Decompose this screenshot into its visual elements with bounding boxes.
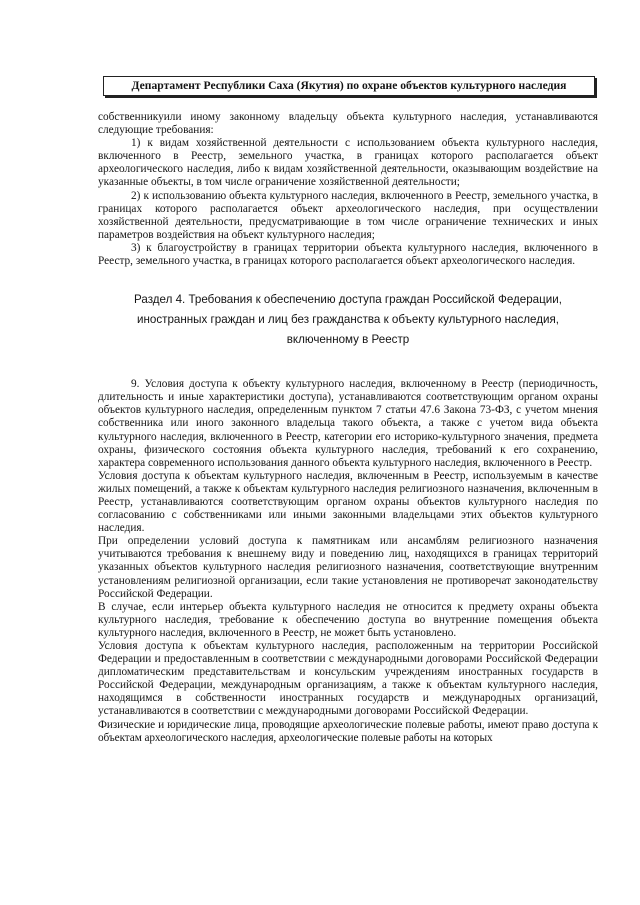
intro-paragraph: собственникуили иному законному владельцу объекта культурного наследия, устанавливаются следующие требования: <box>98 111 598 137</box>
paragraph-foreign-states: Условия доступа к объектам культурного наследия, расположенным на территории Российской Федерации и предоставленным в соответствии с международными договорами Российской Федерации дипломатическим представительствам и консульским учреждениям иностранных государств в Российской Федерации, международным организациям, а также к объектам культурного наследия, находящимся в собственности иностранных государств и международных организаций, устанавливаются в соответствии с международными договорами Российской Федерации. <box>98 640 598 718</box>
department-title: Департамент Республики Саха (Якутия) по охране объектов культурного наследия <box>131 79 567 92</box>
paragraph-9: 9. Условия доступа к объекту культурного наследия, включенному в Реестр (периодичность, длительность и иные характеристики доступа), устанавливаются соответствующим органом охраны объектов культурного наследия, определенным пунктом 7 статьи 47.6 Закона 73-ФЗ, с учетом мнения собственника или иного законного владельца такого объекта, а также с учетом вида объекта культурного наследия, включенного в Реестр, категории его историко-культурного значения, предмета охраны, физического состояния объекта культурного наследия, требований к его сохранению, характера современного использования данного объекта культурного наследия, включенного в Реестр. <box>98 378 598 469</box>
paragraph-archaeology: Физические и юридические лица, проводящие археологические полевые работы, имеют право доступа к объектам археологического наследия, археологические полевые работы на которых <box>98 718 598 744</box>
requirement-item-1: 1) к видам хозяйственной деятельности с использованием объекта культурного наследия, включенного в Реестр, земельного участка, в границах которого располагается объект археологического наследия, либо к видам хозяйственной деятельности, оказывающим воздействие на указанные объекты, в том числе ограничение хозяйственной деятельности; <box>98 137 598 189</box>
department-header <box>103 76 595 96</box>
paragraph-religious-monuments: При определении условий доступа к памятникам или ансамблям религиозного назначения учитываются требования к внешнему виду и поведению лиц, находящихся в границах территорий указанных объектов культурного наследия религиозного назначения, соответствующие внутренним установлениям религиозной организации, если такие установления не противоречат законодательству Российской Федерации. <box>98 535 598 600</box>
section-4-heading: Раздел 4. Требования к обеспечению доступа граждан Российской Федерации, иностранных граждан и лиц без гражданства к объекту культурного наследия, включенному в Реестр <box>134 293 562 347</box>
requirement-item-3: 3) к благоустройству в границах территории объекта культурного наследия, включенного в Реестр, земельного участка, в границах которого располагается объект археологического наследия. <box>98 241 598 268</box>
paragraph-interior: В случае, если интерьер объекта культурного наследия не относится к предмету охраны объекта культурного наследия, требование к обеспечению доступа во внутренние помещения объекта культурного наследия, включенного в Реестр, не может быть установлено. <box>98 600 598 639</box>
paragraph-living-premises: Условия доступа к объектам культурного наследия, включенным в Реестр, используемым в качестве жилых помещений, а также к объектам культурного наследия религиозного назначения, включенным в Реестр, устанавливаются соответствующим органом охраны объектов культурного наследия по согласованию с собственниками или иными законными владельцами этих объектов культурного наследия. <box>98 469 598 535</box>
requirement-item-2: 2) к использованию объекта культурного наследия, включенного в Реестр, земельного участка, в границах которого располагается объект археологического наследия, при осуществлении хозяйственной деятельности, предусматривающие в том числе ограничение технических и иных параметров воздействия на объект культурного наследия; <box>98 189 598 241</box>
document-body <box>98 111 598 745</box>
